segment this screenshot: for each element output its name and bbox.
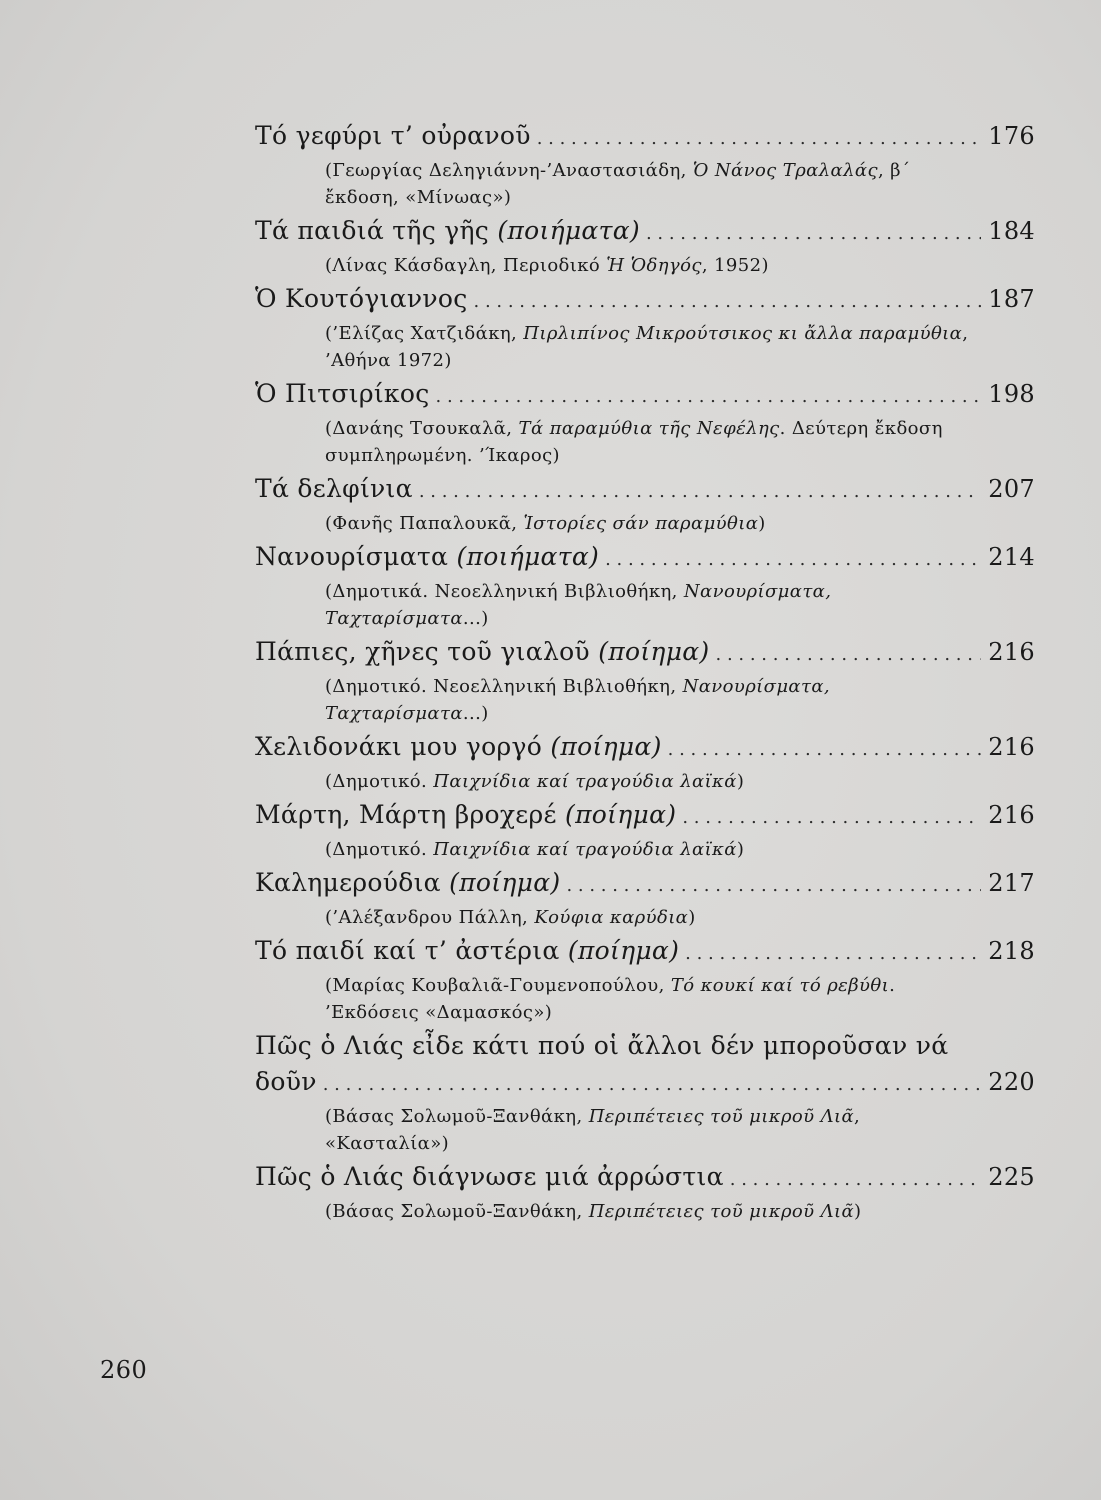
dot-leader — [730, 1162, 981, 1198]
entry-title-line — [255, 634, 1035, 673]
entry-page-number: 217 — [988, 869, 1035, 897]
entry-title-line — [255, 471, 1035, 510]
toc-entry — [255, 471, 1035, 537]
entry-title — [255, 118, 531, 154]
entry-genre: (ποίημα) — [565, 800, 677, 829]
entry-title-line — [255, 933, 1035, 972]
source-author: (Δημοτικά. Νεοελληνική Βιβλιοθήκη, — [325, 581, 684, 602]
source-work-title: Νανουρίσματα, Ταχταρίσματα — [325, 676, 831, 724]
entry-title — [255, 213, 640, 249]
toc-entry — [255, 1159, 1035, 1225]
entry-title-line — [255, 797, 1035, 836]
dot-leader — [685, 936, 981, 972]
entry-title-line — [255, 376, 1035, 415]
page-number: 260 — [100, 1356, 148, 1384]
dot-leader — [668, 732, 981, 768]
entry-title — [255, 281, 468, 317]
entry-title — [255, 634, 710, 670]
entry-title — [255, 729, 662, 765]
source-work-title: Περιπέτειες τοῦ μικροῦ Λιᾶ — [588, 1106, 855, 1127]
entry-title-line — [255, 118, 1035, 157]
entry-page-number: 216 — [988, 733, 1035, 761]
source-work-title: Κούφια καρύδια — [534, 907, 689, 928]
entry-source — [255, 157, 1035, 211]
source-author: (Δημοτικό. Νεοελληνική Βιβλιοθήκη, — [325, 676, 683, 697]
entry-genre: (ποίημα) — [550, 732, 662, 761]
toc-entry — [255, 539, 1035, 632]
source-details: , 1952) — [701, 255, 769, 276]
toc-entry — [255, 118, 1035, 211]
entry-title — [255, 797, 676, 833]
source-author: (Μαρίας Κουβαλιᾶ-Γουμενοπούλου, — [325, 975, 671, 996]
source-work-title: Περιπέτειες τοῦ μικροῦ Λιᾶ — [588, 1201, 855, 1222]
source-author: (’Ελίζας Χατζιδάκη, — [325, 323, 524, 344]
toc-entry — [255, 281, 1035, 374]
source-details: ) — [758, 513, 766, 534]
entry-genre: (ποίημα) — [567, 936, 680, 965]
entry-title-text: Πῶς ὁ Λιάς διάγνωσε μιά ἀρρώστια — [255, 1162, 724, 1191]
source-details: , ’Αθήνα 1972) — [325, 323, 969, 371]
entry-title — [255, 539, 599, 575]
dot-leader — [474, 284, 981, 320]
entry-page-number: 220 — [988, 1068, 1035, 1096]
entry-source — [255, 415, 1035, 469]
entry-page-number: 216 — [988, 638, 1035, 666]
source-work-title: Νανουρίσματα, Ταχταρίσματα — [325, 581, 832, 629]
dot-leader — [419, 474, 981, 510]
entry-source — [255, 252, 1035, 279]
entry-source — [255, 673, 1035, 727]
entry-title-line — [255, 865, 1035, 904]
entry-page-number: 198 — [988, 380, 1035, 408]
source-details: ) — [736, 839, 745, 860]
toc-entry — [255, 797, 1035, 863]
entry-title-text: Ὁ Κουτόγιαννος — [255, 284, 468, 313]
dot-leader — [323, 1067, 981, 1103]
source-work-title: Ὁ Νάνος Τραλαλάς — [692, 160, 878, 181]
entry-title-text: Μάρτη, Μάρτη βροχερέ — [255, 800, 566, 829]
source-details: ...) — [462, 703, 489, 724]
source-author: (Λίνας Κάσδαγλη, Περιοδικό — [325, 255, 607, 276]
source-author: (Βάσας Σολωμοῦ-Ξανθάκη, — [325, 1106, 589, 1127]
source-work-title: Πιρλιπίνος Μικρούτσικος κι ἄλλα παραμύθια — [523, 323, 963, 344]
entry-source — [255, 1103, 1035, 1157]
entry-source — [255, 768, 1035, 795]
dot-leader — [436, 379, 981, 415]
toc-entry — [255, 865, 1035, 931]
dot-leader — [646, 216, 981, 252]
source-work-title: Τό κουκί καί τό ρεβύθι — [670, 975, 890, 996]
entry-genre: (ποιήματα) — [456, 542, 600, 571]
entry-page-number: 207 — [988, 475, 1035, 503]
source-author: (Βάσας Σολωμοῦ-Ξανθάκη, — [325, 1201, 589, 1222]
source-details: ) — [688, 907, 696, 928]
source-details: , β΄ ἔκδοση, «Μίνωας») — [325, 160, 911, 208]
source-work-title: Τά παραμύθια τῆς Νεφέλης — [518, 418, 780, 439]
dot-leader — [716, 637, 982, 673]
source-work-title: Ἱστορίες σάν παραμύθια — [523, 513, 759, 534]
entry-title-text: Νανουρίσματα — [255, 542, 457, 571]
entry-title-line — [255, 1064, 1035, 1103]
source-details: , «Κασταλία») — [325, 1106, 861, 1154]
entry-title — [255, 1064, 317, 1100]
dot-leader — [566, 868, 981, 904]
entry-page-number: 216 — [988, 801, 1035, 829]
dot-leader — [682, 800, 981, 836]
source-work-title: Ἡ Ὁδηγός — [606, 255, 702, 276]
source-author: (’Αλέξανδρου Πάλλη, — [325, 907, 535, 928]
entry-title-text: Τό παιδί καί τ’ ἀστέρια — [255, 936, 568, 965]
toc-entry — [255, 1028, 1035, 1157]
entry-title — [255, 1159, 724, 1195]
entry-source — [255, 510, 1035, 537]
source-details: ) — [854, 1201, 862, 1222]
source-author: (Γεωργίας Δεληγιάννη-’Αναστασιάδη, — [325, 160, 693, 181]
toc-entry — [255, 213, 1035, 279]
entry-title-line — [255, 539, 1035, 578]
entry-page-number: 187 — [988, 285, 1035, 313]
entry-title — [255, 471, 413, 507]
source-author: (Δανάης Τσουκαλᾶ, — [325, 418, 519, 439]
entry-title — [255, 376, 430, 412]
dot-leader — [537, 121, 981, 157]
entry-title-text: Πάπιες, χῆνες τοῦ γιαλοῦ — [255, 637, 599, 666]
entry-source — [255, 578, 1035, 632]
entry-page-number: 225 — [988, 1163, 1035, 1191]
entry-genre: (ποίημα) — [449, 868, 561, 897]
entry-title-text: δοῦν — [255, 1067, 317, 1096]
entry-title-line — [255, 729, 1035, 768]
entry-source — [255, 320, 1035, 374]
entry-title-first-line: Πῶς ὁ Λιάς εἶδε κάτι πού οἱ ἄλλοι δέν μποροῦσαν νά — [255, 1031, 949, 1060]
entry-title-text: Καλημερούδια — [255, 868, 450, 897]
entry-title-line — [255, 1159, 1035, 1198]
entry-genre: (ποίημα) — [598, 637, 710, 666]
toc-entry — [255, 376, 1035, 469]
entry-title-text: Τό γεφύρι τ’ οὐρανοῦ — [255, 121, 531, 150]
entry-title — [255, 865, 560, 901]
entry-page-number: 184 — [988, 217, 1035, 245]
entry-source — [255, 904, 1035, 931]
entry-title-line — [255, 281, 1035, 320]
toc-entry — [255, 729, 1035, 795]
entry-source — [255, 836, 1035, 863]
source-author: (Δημοτικό. — [325, 771, 434, 792]
toc-entry — [255, 634, 1035, 727]
source-details: . ’Εκδόσεις «Δαμασκός») — [325, 975, 896, 1023]
source-author: (Φανῆς Παπαλουκᾶ, — [325, 513, 524, 534]
entry-source — [255, 1198, 1035, 1225]
source-details: . Δεύτερη ἔκδοση συμπληρωμένη. ’Ίκαρος) — [325, 418, 943, 466]
entry-page-number: 176 — [988, 122, 1035, 150]
source-author: (Δημοτικό. — [325, 839, 434, 860]
dot-leader — [605, 542, 981, 578]
entry-title-line — [255, 213, 1035, 252]
toc-entry — [255, 933, 1035, 1026]
entry-page-number: 214 — [988, 543, 1035, 571]
source-work-title: Παιχνίδια καί τραγούδια λαϊκά — [433, 771, 737, 792]
source-work-title: Παιχνίδια καί τραγούδια λαϊκά — [433, 839, 737, 860]
source-details: ) — [736, 771, 745, 792]
entry-title-text: Χελιδονάκι μου γοργό — [255, 732, 551, 761]
entry-genre: (ποιήματα) — [497, 216, 640, 245]
entry-title — [255, 933, 679, 969]
entry-title-text: Ὁ Πιτσιρίκος — [255, 379, 430, 408]
source-details: ...) — [462, 608, 489, 629]
entry-title-text: Τά παιδιά τῆς γῆς — [255, 216, 498, 245]
entry-page-number: 218 — [988, 937, 1035, 965]
entry-title-text: Τά δελφίνια — [255, 474, 413, 503]
table-of-contents — [255, 118, 1035, 1227]
entry-source — [255, 972, 1035, 1026]
